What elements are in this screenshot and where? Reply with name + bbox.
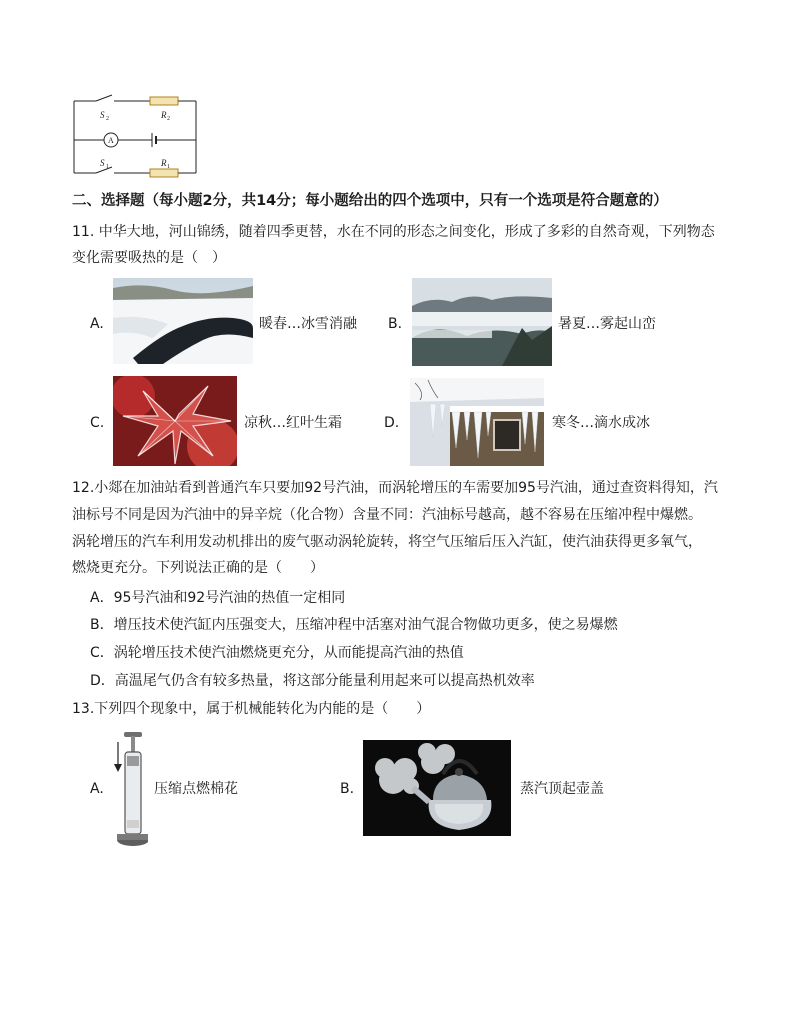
resistor-r1-label: R (161, 158, 167, 168)
q13-option-b-text: 蒸汽顶起壶盖 (520, 781, 604, 797)
q13-option-b-letter[interactable]: B. (340, 781, 355, 797)
q11-option-b-letter[interactable]: B. (388, 316, 403, 332)
q13-stem: 13.下列四个现象中，属于机械能转化为内能的是（ ） (72, 701, 431, 717)
ammeter-label: A (108, 136, 114, 145)
section-heading: 二、选择题（每小题2分，共14分；每小题给出的四个选项中，只有一个选项是符合题意的） (72, 193, 668, 209)
q12-option-c[interactable]: C．涡轮增压技术使汽油燃烧更充分，从而能提高汽油的热值 (90, 645, 464, 661)
q11-option-c-text: 凉秋…红叶生霜 (244, 415, 342, 431)
switch-s1-label: S (100, 158, 105, 168)
foggy-mountains-image (412, 278, 552, 366)
q11-option-c-letter[interactable]: C. (90, 415, 105, 431)
q13-option-a-text: 压缩点燃棉花 (154, 781, 238, 797)
q11-stem-line1: 11. 中华大地，河山锦绣，随着四季更替，水在不同的形态之间变化，形成了多彩的自然奇观，下列物态 (72, 224, 715, 240)
q11-option-a-text: 暖春…冰雪消融 (259, 316, 357, 332)
q12-stem-line1: 12.小郯在加油站看到普通汽车只要加92号汽油，而涡轮增压的车需要加95号汽油，通过查资料得知，汽 (72, 480, 718, 496)
switch-s2-sub: 2 (106, 116, 109, 122)
switch-s1-sub: 1 (106, 164, 109, 170)
q12-stem-line3: 涡轮增压的汽车利用发动机排出的废气驱动涡轮旋转，将空气压缩后压入汽缸，使汽油获得更多氧气， (72, 534, 702, 550)
resistor-r2-sub: 2 (167, 116, 170, 122)
q11-option-d-letter[interactable]: D. (384, 415, 400, 431)
q12-stem-line2: 油标号不同是因为汽油中的异辛烷（化合物）含量不同：汽油标号越高，越不容易在压缩冲程中爆燃。 (72, 507, 702, 523)
q13-option-a-letter[interactable]: A. (90, 781, 104, 797)
q11-option-a-letter[interactable]: A. (90, 316, 104, 332)
q11-stem-line2: 变化需要吸热的是（ ） (72, 250, 226, 266)
q12-option-b[interactable]: B．增压技术使汽缸内压强变大，压缩冲程中活塞对油气混合物做功更多，使之易爆燃 (90, 617, 618, 633)
resistor-r1-sub: 1 (167, 164, 170, 170)
q12-stem-line4: 燃烧更充分。下列说法正确的是（ ） (72, 560, 324, 576)
q12-option-d[interactable]: D．高温尾气仍含有较多热量，将这部分能量利用起来可以提高热机效率 (90, 673, 535, 689)
q11-option-b-text: 暑夏…雾起山峦 (558, 316, 656, 332)
switch-s2-label: S (100, 110, 105, 120)
q12-option-a[interactable]: A．95号汽油和92号汽油的热值一定相同 (90, 590, 346, 606)
resistor-r2-label: R (161, 110, 167, 120)
icicles-image (410, 378, 544, 466)
q11-option-d-text: 寒冬…滴水成冰 (552, 415, 650, 431)
frosted-red-leaf-image (113, 376, 237, 466)
steaming-kettle-image (363, 740, 511, 836)
compression-cylinder-image (110, 728, 148, 850)
melting-snow-image (113, 278, 253, 364)
circuit-diagram (66, 88, 206, 183)
